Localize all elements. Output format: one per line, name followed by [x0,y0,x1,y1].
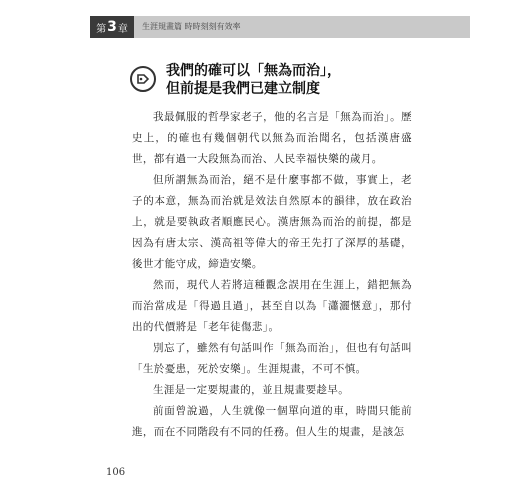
paragraph: 但所謂無為而治，絕不是什麼事都不做，事實上，老子的本意，無為而治就是效法自然原本的韻律，放在政治上，就是要執政者順應民心。漢唐無為而治的前提，都是因為有唐太宗、漢高祖等偉大的帝王先打了深厚的基礎，後世才能守成，締造安樂。 [132,174,412,270]
body-text [132,107,412,443]
chapter-header [90,16,470,38]
paragraph: 前面曾說過，人生就像一個單向道的車，時間只能前進，而在不同階段有不同的任務。但人生的規畫，是該怎 [132,405,412,438]
page-number: 106 [106,467,126,478]
chapter-badge [90,16,134,38]
paragraph: 我最佩服的哲學家老子，他的名言是「無為而治」。歷史上，的確也有幾個朝代以無為而治聞名，包括漢唐盛世，都有過一大段無為而治、人民幸福快樂的歲月。 [132,111,412,165]
chapter-prefix: 第 [96,23,107,35]
paragraph: 生涯是一定要規畫的，並且規畫要趁早。 [153,384,350,396]
chapter-number: 3 [107,19,117,35]
paragraph: 然而，現代人若將這種觀念誤用在生涯上，錯把無為而治當成是「得過且過」，甚至自以為「瀟灑愜意」，那付出的代價將是「老年徒傷悲」。 [132,279,412,333]
section-title [166,62,436,98]
section-title-line1: 我們的確可以「無為而治」， [166,63,341,79]
chapter-suffix: 章 [117,23,128,35]
section-title-line2: 但前提是我們已建立制度 [166,81,320,97]
chapter-title: 生涯規畫篇 時時刻刻有效率 [142,22,241,31]
tag-icon [130,66,156,92]
paragraph: 別忘了，雖然有句話叫作「無為而治」，但也有句話叫「生於憂患，死於安樂」。生涯規畫，不可不慎。 [132,342,412,375]
